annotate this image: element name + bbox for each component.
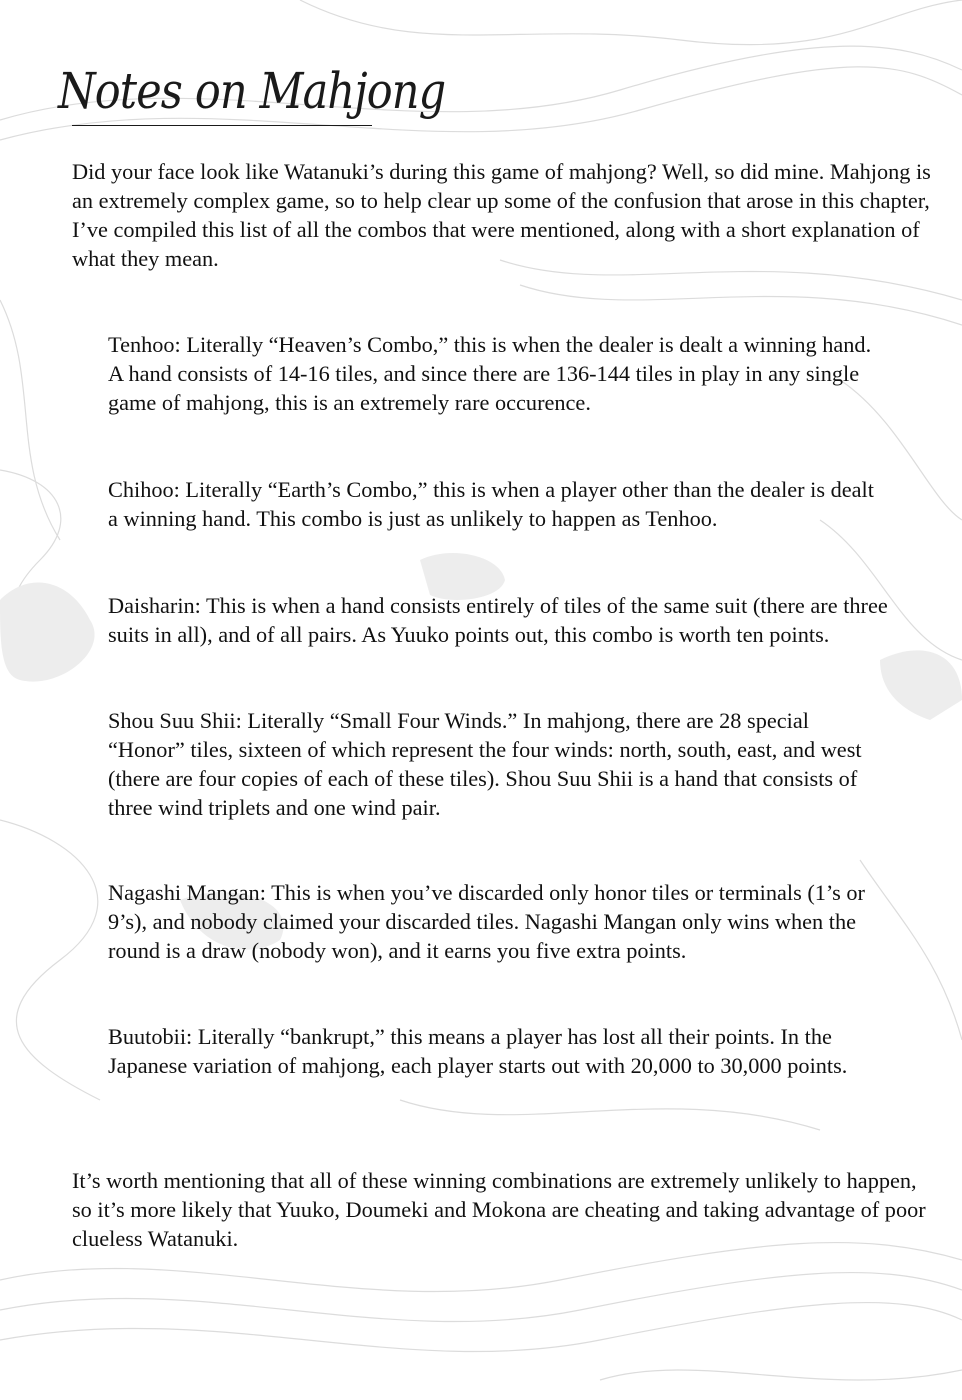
combo-entry-buutobii: Buutobii: Literally “bankrupt,” this means a player has lost all their points. In the Japanese variation of mahjong, each player starts out with 20,000 to 30,000 points. [108,1024,848,1078]
page-title: Notes on Mahjong [58,62,446,120]
combo-entry-daisharin: Daisharin: This is when a hand consists entirely of tiles of the same suit (there are three suits in all), and of all pairs. As Yuuko points out, this combo is worth ten points. [108,593,888,647]
title-underline [72,125,372,126]
combo-entry-chihoo: Chihoo: Literally “Earth’s Combo,” this is when a player other than the dealer is dealt a winning hand. This combo is just as unlikely to happen as Tenhoo. [108,477,874,531]
intro-paragraph: Did your face look like Watanuki’s during this game of mahjong? Well, so did mine. Mahjong is an extremely complex game, so to help clear up some of the confusion that arose in this chapter, I’ve compiled this list of all the combos that were mentioned, along with a short explanation of what they mean. [72,159,931,271]
closing-paragraph: It’s worth mentioning that all of these winning combinations are extremely unlikely to happen, so it’s more likely that Yuuko, Doumeki and Mokona are cheating and taking advantage of poor clueless Watanuki. [72,1168,926,1251]
combo-entry-shou-suu-shii: Shou Suu Shii: Literally “Small Four Winds.” In mahjong, there are 28 special “Honor” tiles, sixteen of which represent the four winds: north, south, east, and west (there are four copies of each of these tiles). Shou Suu Shii is a hand that consists of three wind triplets and one wind pair. [108,708,862,820]
combo-entry-tenhoo: Tenhoo: Literally “Heaven’s Combo,” this is when the dealer is dealt a winning hand. A hand consists of 14-16 tiles, and since there are 136-144 tiles in play in any single game of mahjong, this is an extremely rare occurence. [108,332,872,415]
combo-entry-nagashi-mangan: Nagashi Mangan: This is when you’ve discarded only honor tiles or terminals (1’s or 9’s), and nobody claimed your discarded tiles. Nagashi Mangan only wins when the round is a draw (nobody won), and it earns you five extra points. [108,880,865,963]
